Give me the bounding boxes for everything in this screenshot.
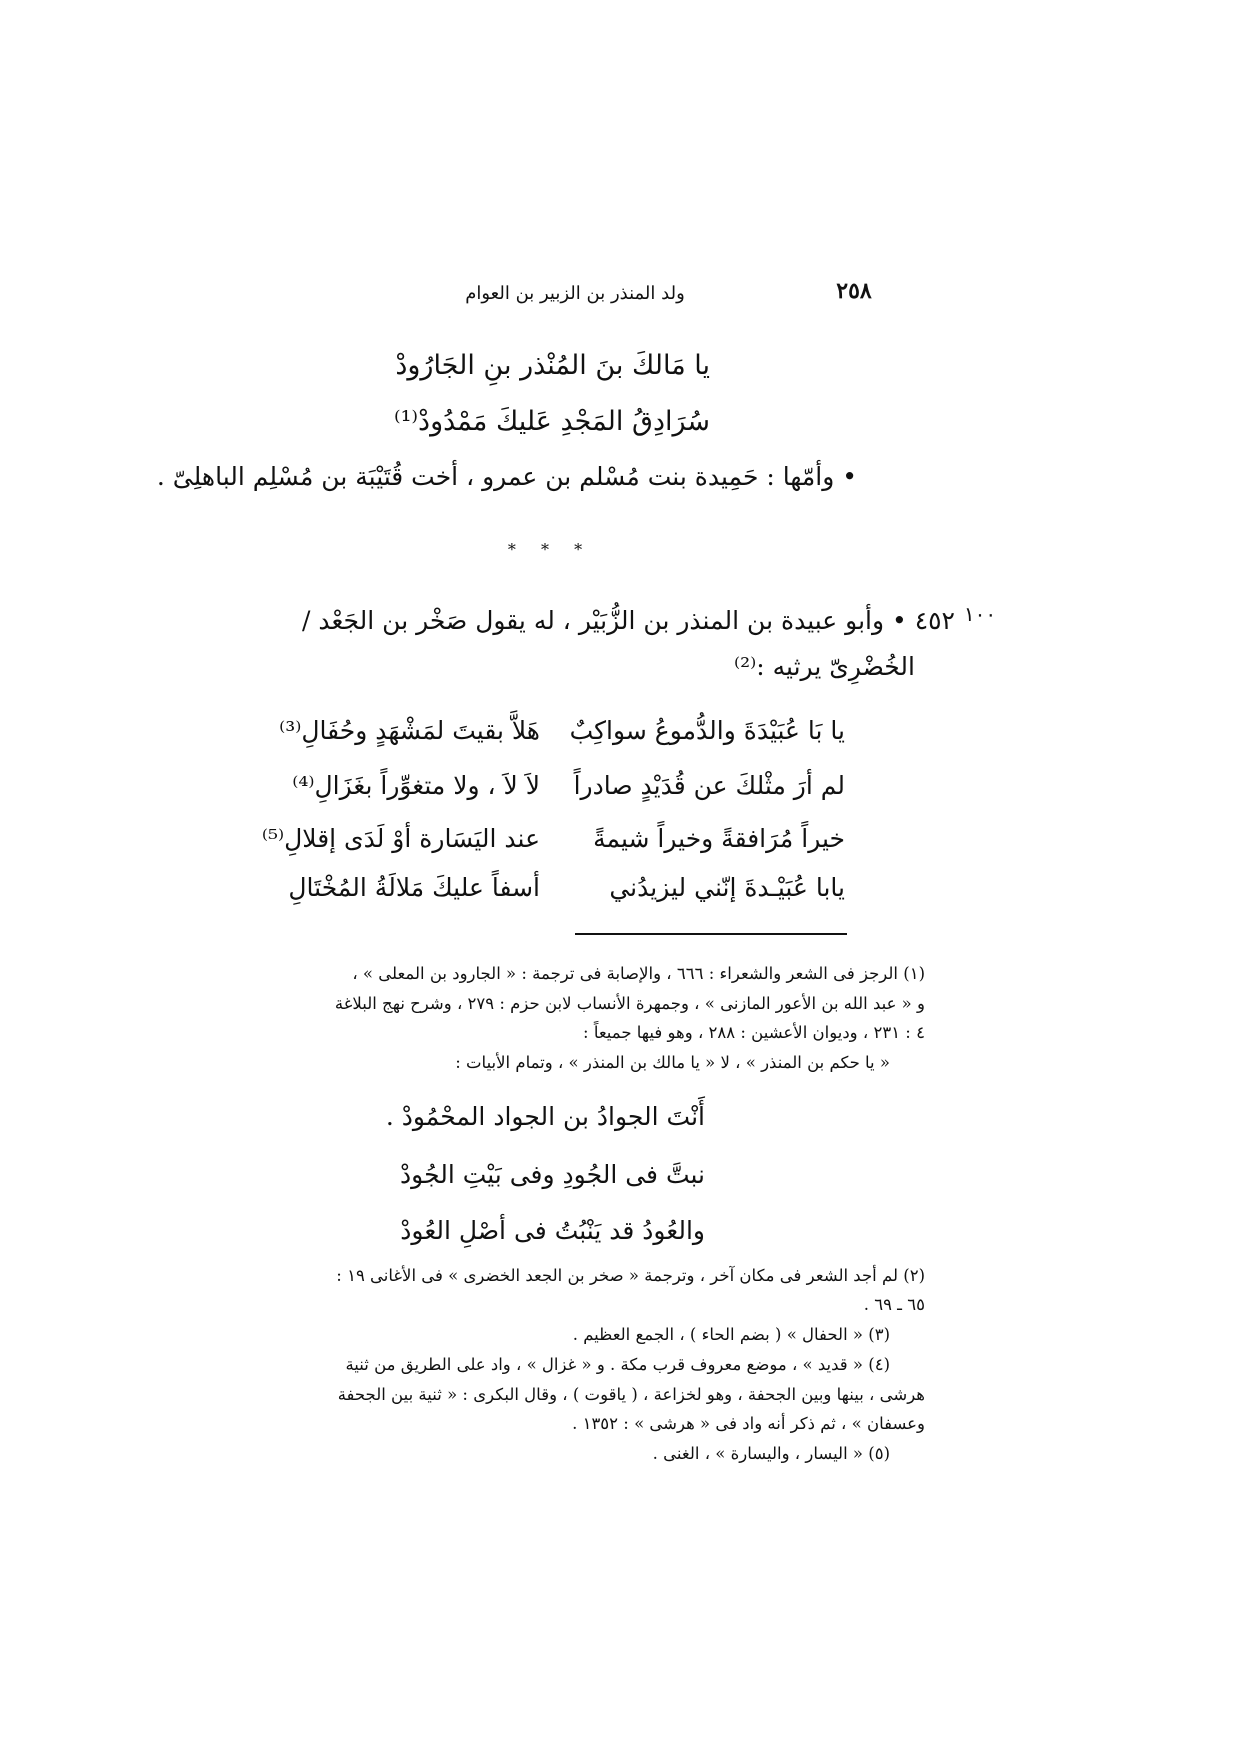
footnote-line: (٢) لم أجد الشعر فى مكان آخر ، وترجمة « صخر بن الجعد الخضرى » فى الأغانى ١٩ : [336, 1266, 925, 1285]
margin-number: ١٠٠ [963, 602, 997, 626]
footnote-line: (٥) « اليسار ، واليسارة » ، الغنى . [652, 1444, 890, 1463]
section-separator: * * * [507, 540, 593, 559]
footnote-line: « يا حكم بن المنذر » ، لا « يا مالك بن المنذر » ، وتمام الأبيات : [455, 1053, 890, 1072]
second-hemistich: عند اليَسَارة أوْ لَدَى إقلالِ⁽⁵⁾ [261, 824, 540, 853]
first-hemistich: يابا عُبَيْـدةَ إنّني ليزيدُني [609, 873, 845, 902]
footnote-line: و « عبد الله بن الأعور المازنى » ، وجمهرة الأنساب لابن حزم : ٢٧٩ ، وشرح نهج البلاغة [334, 994, 925, 1013]
mother-line: • وأمّها : حَمِيدة بنت مُسْلم بن عمرو ، أخت قُتَيْبَة بن مُسْلِم الباهلِىّ . [156, 462, 857, 491]
second-hemistich: أسفاً عليكَ مَلالَةُ المُخْتَالِ [288, 873, 540, 902]
running-head: ولد المنذر بن الزبير بن العوام [465, 283, 685, 304]
rajaz-verse: يا مَالكَ بنَ المُنْذر بنِ الجَارُودْ [395, 350, 710, 381]
footnote-verse: نبتَّ فى الجُودِ وفى بَيْتِ الجُودْ [400, 1160, 705, 1189]
entry-line: ٤٥٢ • وأبو عبيدة بن المنذر بن الزُّبَيْر ، له يقول صَخْر بن الجَعْد / [301, 606, 955, 635]
footnote-line: (٣) « الحفال » ( بضم الحاء ) ، الجمع العظيم . [572, 1325, 890, 1344]
footnote-line: ٦٥ ـ ٦٩ . [863, 1295, 925, 1314]
second-hemistich: هَلاَّ بقيتَ لمَشْهَدٍ وحُفَالِ⁽³⁾ [279, 716, 540, 745]
footnote-rule [575, 933, 847, 935]
first-hemistich: خيراً مُرَافقةً وخيراً شيمةً [593, 824, 845, 853]
second-hemistich: لاَ لاَ ، ولا متغوِّراً بغَزَالِ⁽⁴⁾ [292, 771, 540, 800]
footnote-verse: والعُودُ قد يَنْبُتُ فى أصْلِ العُودْ [400, 1216, 705, 1245]
page-number: ٢٥٨ [836, 278, 872, 304]
footnote-line: هرشى ، بينها وبين الجحفة ، وهو لخزاعة ، ( ياقوت ) ، وقال البكرى : « ثنية بين الجحفة [337, 1385, 925, 1404]
footnote-line: ٤ : ٢٣١ ، وديوان الأعشين : ٢٨٨ ، وهو فيها جميعاً : [583, 1023, 925, 1042]
footnote-line: (٤) « قديد » ، موضع معروف قرب مكة . و « غزال » ، واد على الطريق من ثنية [345, 1355, 890, 1374]
first-hemistich: يا بَا عُبَيْدَةَ والدُّموعُ سواكِبٌ [569, 716, 845, 745]
footnote-line: (١) الرجز فى الشعر والشعراء : ٦٦٦ ، والإصابة فى ترجمة : « الجارود بن المعلى » ، [352, 964, 925, 983]
footnote-line: وعسفان » ، ثم ذكر أنه واد فى « هرشى » : ١٣٥٢ . [572, 1414, 925, 1433]
footnote-verse: أَنْتَ الجوادُ بن الجواد المحْمُودْ . [385, 1102, 705, 1131]
rajaz-verse: سُرَادِقُ المَجْدِ عَليكَ مَمْدُودْ⁽¹⁾ [393, 406, 710, 437]
entry-line: الخُضْرِىّ يرثيه :⁽²⁾ [733, 652, 915, 681]
first-hemistich: لم أرَ مثْلكَ عن قُدَيْدٍ صادراً [573, 771, 845, 800]
